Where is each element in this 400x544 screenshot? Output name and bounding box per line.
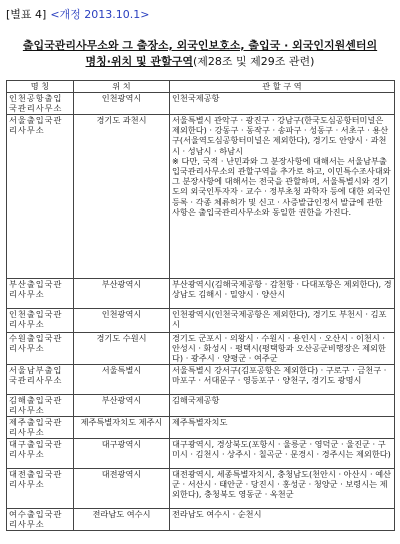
table-header-row (7, 81, 395, 93)
table-row (7, 416, 395, 438)
table-row (7, 93, 395, 115)
office-location: 대전광역시 (74, 468, 170, 508)
document-title-line2: 명칭·위치 및 관할구역(제28조 및 제29조 관련) (85, 55, 315, 68)
office-location: 부산광역시 (74, 279, 170, 309)
header-name: 명 칭 (7, 81, 74, 93)
office-location: 부산광역시 (74, 394, 170, 416)
table-row (7, 279, 395, 309)
table-row (7, 394, 395, 416)
table-row (7, 508, 395, 530)
table-row (7, 438, 395, 468)
office-area: 인천광역시(인천국제공항은 제외한다), 경기도 부천시 · 김포시 (170, 309, 395, 333)
office-location: 제주특별자치도 제주시 (74, 416, 170, 438)
office-area: 부산광역시(김해국제공항 · 감천항 · 다대포항은 제외한다), 경상남도 김해시 · 밀양시 · 양산시 (170, 279, 395, 309)
header-location: 위 치 (74, 81, 170, 93)
table-row (7, 468, 395, 508)
office-area: 경기도 군포시 · 의왕시 · 수원시 · 용인시 · 오산시 · 이천시 · 안성시 · 화성시 · 평택시(평택항과 오산공군비행장은 제외한다) · 광주시 · 양평군 · 여주군 (170, 333, 395, 365)
table-row (7, 309, 395, 333)
jurisdiction-table (6, 80, 395, 531)
office-name: 서울출입국관리사무소 (7, 115, 74, 279)
header-area: 관 할 구 역 (170, 81, 395, 93)
office-name: 제주출입국관리사무소 (7, 416, 74, 438)
office-area: 제주특별자치도 (170, 416, 395, 438)
table-row (7, 364, 395, 394)
office-area: 김해국제공항 (170, 394, 395, 416)
annex-tag: [별표 4] (6, 8, 47, 21)
office-location: 서울특별시 (74, 364, 170, 394)
office-name: 여수출입국관리사무소 (7, 508, 74, 530)
office-area: 인천국제공항 (170, 93, 395, 115)
table-row (7, 333, 395, 365)
revision-link[interactable]: <개정 2013.10.1> (50, 8, 150, 21)
office-area: 대전광역시, 세종특별자치시, 충청남도(천안시 · 아산시 · 예산군 · 서산시 · 태안군 · 당진시 · 홍성군 · 청양군 · 보령시는 제외한다), 충청북도 영동군 · 옥천군 (170, 468, 395, 508)
table-row (7, 115, 395, 279)
office-location: 인천광역시 (74, 309, 170, 333)
office-location: 인천광역시 (74, 93, 170, 115)
office-location: 경기도 수원시 (74, 333, 170, 365)
office-name: 대구출입국관리사무소 (7, 438, 74, 468)
annex-header (6, 6, 150, 22)
office-location: 전라남도 여수시 (74, 508, 170, 530)
office-location: 대구광역시 (74, 438, 170, 468)
office-name: 인천출입국관리사무소 (7, 309, 74, 333)
office-area: 서울특별시 관악구 · 광진구 · 강남구(한국도심공항터미널은 제외한다) · 강동구 · 동작구 · 송파구 · 성동구 · 서초구 · 용산구(서울역도심공항터미널은 제외한다), 경기도 안양시 · 과천시 · 성남시 · 하남시 ※ 다만, 국적 · 난민과와 그 분장사항에 대해서는 서울남부출입국관리사무소의 관할구역을 추가로 하고, 이민특수조사대와 그 분장사항에 대해서는 전국을 관할하며, 서울특별시와 경기도의 외국인투자자 · 교수 · 정부초청 과학자 등에 대한 외국인 등록 · 각종 체류허가 및 신고 · 사증발급인정서 발급에 관한 사항은 출입국관리사무소와 동일한 권한을 가진다. (170, 115, 395, 279)
office-name: 인천공항출입국관리사무소 (7, 93, 74, 115)
office-name: 수원출입국관리사무소 (7, 333, 74, 365)
office-area: 전라남도 여수시 · 순천시 (170, 508, 395, 530)
office-name: 김해출입국관리사무소 (7, 394, 74, 416)
office-name: 부산출입국관리사무소 (7, 279, 74, 309)
document-title-line1: 출입국관리사무소와 그 출장소, 외국인보호소, 출입국 · 외국인지원센터의 (22, 39, 378, 52)
office-area: 서울특별시 강서구(김포공항은 제외한다) · 구로구 · 금천구 · 마포구 · 서대문구 · 영등포구 · 양천구, 경기도 광명시 (170, 364, 395, 394)
office-name: 대전출입국관리사무소 (7, 468, 74, 508)
office-area: 대구광역시, 경상북도(포항시 · 울릉군 · 영덕군 · 울진군 · 구미시 · 김천시 · 상주시 · 칠곡군 · 문경시 · 경주시는 제외한다) (170, 438, 395, 468)
office-location: 경기도 과천시 (74, 115, 170, 279)
office-name: 서울남부출입국관리사무소 (7, 364, 74, 394)
